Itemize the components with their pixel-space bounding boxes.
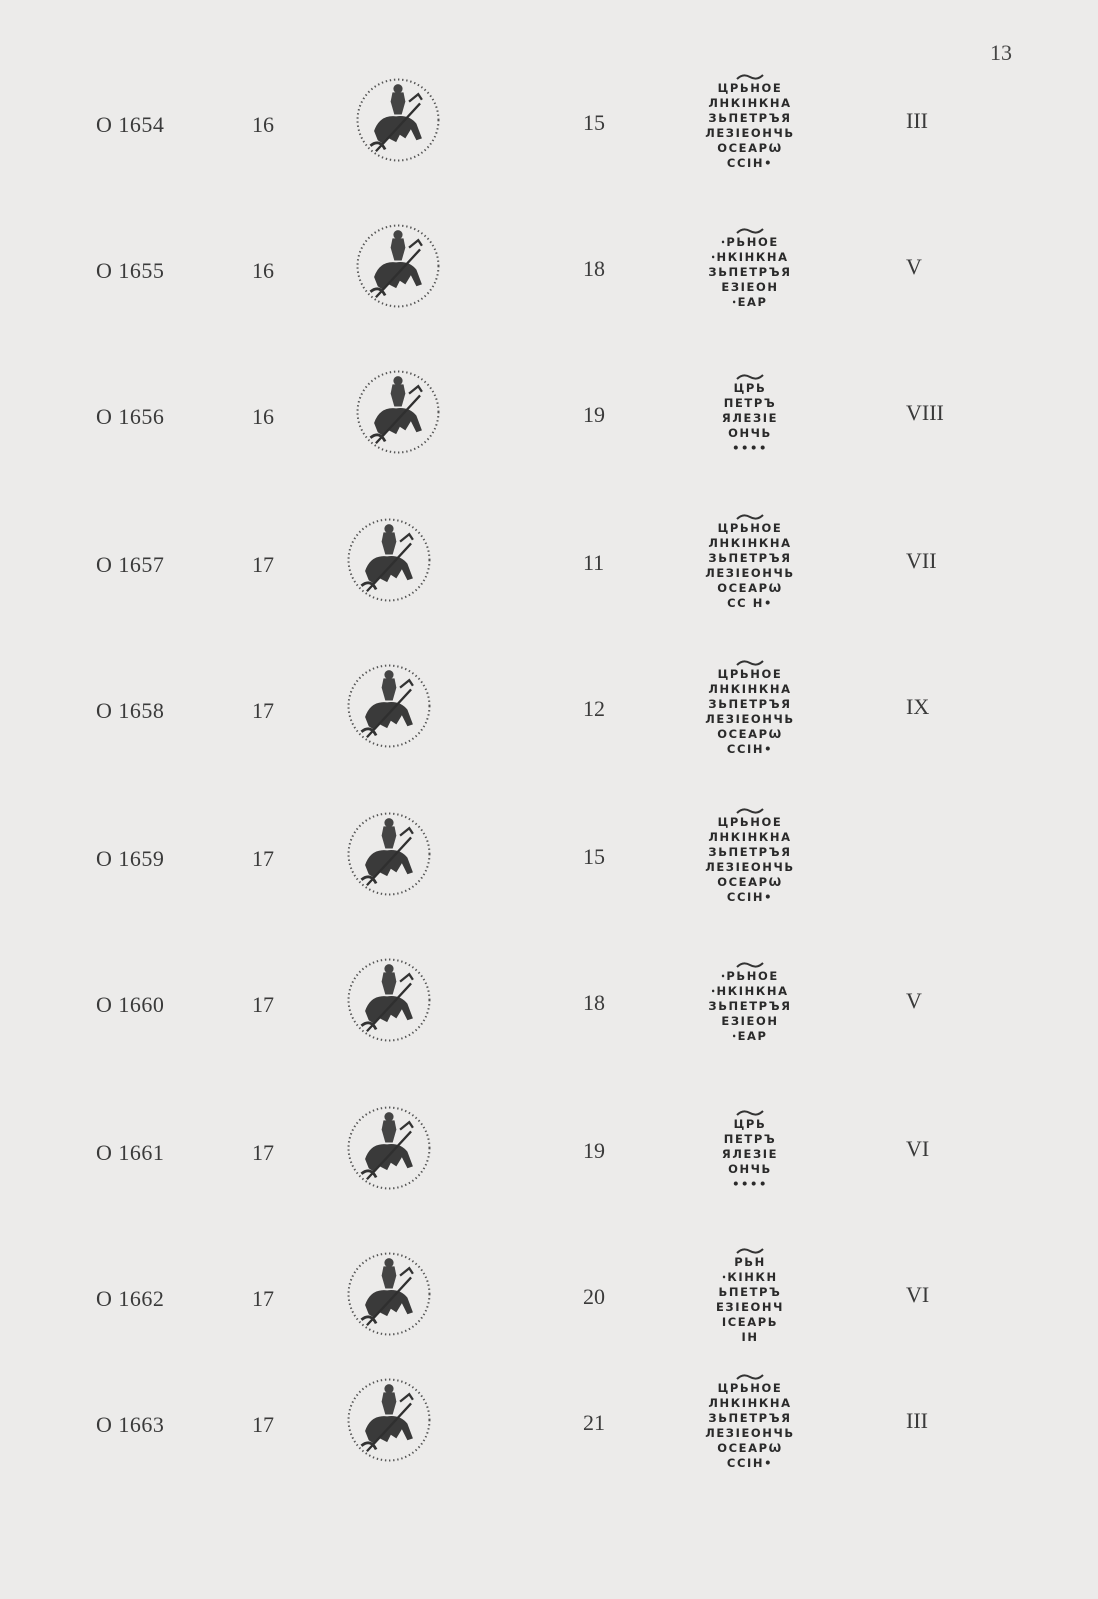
obverse-rider-image [343, 1098, 435, 1198]
legend-line: ЦРЬНОЕ [717, 815, 783, 829]
legend-line: ЗЬПЕТРЪЯ [708, 264, 792, 279]
catalog-number: O 1659 [96, 846, 165, 871]
legend-line: ЬПЕТРЪ [718, 1285, 782, 1299]
obverse-die-number: 17 [252, 552, 274, 577]
legend-line: ЕЗІЕОН [721, 279, 779, 294]
reverse-legend [685, 648, 815, 768]
legend-line: ЦРЬНОЕ [717, 81, 783, 95]
reverse-legend [685, 796, 815, 916]
reverse-legend [685, 942, 815, 1062]
reverse-legend [685, 208, 815, 328]
legend-line: ЯЛЕЗІЕ [721, 410, 779, 425]
reverse-die-number: 21 [583, 1410, 605, 1435]
obverse-die-number: 17 [252, 992, 274, 1017]
catalog-number: O 1657 [96, 552, 165, 577]
grade-roman-numeral: VI [906, 1282, 930, 1307]
catalog-row [0, 942, 1098, 1072]
grade-roman-numeral: V [906, 988, 922, 1013]
legend-line: ІН [741, 1330, 759, 1344]
reverse-legend [685, 1362, 815, 1482]
legend-line: СС Н• [727, 596, 773, 610]
catalog-number: O 1656 [96, 404, 165, 429]
obverse-die-number: 17 [252, 698, 274, 723]
legend-line: ОНЧЬ [728, 1161, 772, 1176]
catalog-number: O 1658 [96, 698, 165, 723]
legend-line: ЯЛЕЗІЕ [721, 1146, 779, 1161]
legend-line: ꞏНКІНКНА [711, 983, 789, 998]
reverse-legend [685, 1090, 815, 1210]
legend-line: ЛНКІНКНА [708, 1396, 792, 1410]
grade-roman-numeral: VIII [906, 400, 944, 425]
obverse-die-number: 16 [252, 112, 274, 137]
catalog-row [0, 62, 1098, 192]
legend-line: ЗЬПЕТРЪЯ [708, 998, 792, 1013]
catalog-row [0, 796, 1098, 926]
legend-line: •••• [732, 1176, 768, 1191]
reverse-die-number: 18 [583, 256, 605, 281]
catalog-number: O 1654 [96, 112, 165, 137]
catalog-number: O 1662 [96, 1286, 165, 1311]
catalog-row [0, 208, 1098, 338]
obverse-rider-image [343, 656, 435, 756]
titlo-mark [735, 373, 765, 381]
legend-line: ЛНКІНКНА [708, 682, 792, 696]
legend-line: ЛНКІНКНА [708, 96, 792, 110]
page-number: 13 [990, 40, 1012, 65]
catalog-row [0, 648, 1098, 778]
reverse-die-number: 12 [583, 696, 605, 721]
legend-line: ОСЕАРѠ [717, 141, 783, 155]
legend-line: ССІН• [726, 890, 774, 904]
legend-line: ЦРЬНОЕ [717, 667, 783, 681]
legend-line: ЗЬПЕТРЪЯ [708, 845, 792, 859]
legend-line: ЛЕЗІЕОНЧЬ [705, 126, 795, 140]
legend-line: ПЕТРЪ [723, 395, 777, 410]
reverse-legend [685, 62, 815, 182]
obverse-rider-image [352, 362, 444, 462]
reverse-die-number: 15 [583, 110, 605, 135]
legend-line: ЗЬПЕТРЪЯ [708, 697, 792, 711]
titlo-mark [735, 513, 765, 521]
obverse-die-number: 17 [252, 1412, 274, 1437]
legend-line: ОСЕАРѠ [717, 581, 783, 595]
obverse-rider-image [352, 216, 444, 316]
legend-line: ЛЕЗІЕОНЧЬ [705, 1426, 795, 1440]
catalog-number: O 1660 [96, 992, 165, 1017]
grade-roman-numeral: VI [906, 1136, 930, 1161]
catalog-row [0, 354, 1098, 484]
obverse-die-number: 17 [252, 1286, 274, 1311]
legend-line: ЛНКІНКНА [708, 830, 792, 844]
obverse-die-number: 16 [252, 404, 274, 429]
grade-roman-numeral: III [906, 1408, 928, 1433]
titlo-mark [735, 227, 765, 235]
catalog-row [0, 1236, 1098, 1366]
legend-line: ОСЕАРѠ [717, 1441, 783, 1455]
legend-line: ОСЕАРѠ [717, 727, 783, 741]
grade-roman-numeral: III [906, 108, 928, 133]
legend-line: ЛЕЗІЕОНЧЬ [705, 712, 795, 726]
legend-line: ꞏНКІНКНА [711, 249, 789, 264]
legend-line: ССІН• [726, 1456, 774, 1470]
legend-line: ꞏКІНКН [722, 1270, 778, 1284]
obverse-die-number: 17 [252, 1140, 274, 1165]
legend-line: ЦРЬ [733, 380, 767, 395]
legend-line: ЦРЬ [733, 1116, 767, 1131]
legend-line: ЕЗІЕОН [721, 1013, 779, 1028]
grade-roman-numeral: V [906, 254, 922, 279]
obverse-rider-image [343, 1244, 435, 1344]
legend-line: ꞏРЬНОЕ [721, 234, 779, 249]
reverse-die-number: 18 [583, 990, 605, 1015]
titlo-mark [735, 807, 765, 815]
reverse-die-number: 19 [583, 402, 605, 427]
legend-line: РЬН [734, 1255, 766, 1269]
legend-line: ꞏЕАР [732, 1028, 768, 1043]
catalog-row [0, 1362, 1098, 1492]
obverse-rider-image [343, 950, 435, 1050]
catalog-number: O 1655 [96, 258, 165, 283]
legend-line: ЗЬПЕТРЪЯ [708, 111, 792, 125]
reverse-legend [685, 502, 815, 622]
reverse-legend [685, 1236, 815, 1356]
obverse-die-number: 16 [252, 258, 274, 283]
reverse-die-number: 20 [583, 1284, 605, 1309]
legend-line: ЛНКІНКНА [708, 536, 792, 550]
legend-line: ЦРЬНОЕ [717, 1381, 783, 1395]
obverse-rider-image [343, 1370, 435, 1470]
titlo-mark [735, 1109, 765, 1117]
obverse-rider-image [343, 510, 435, 610]
legend-line: ЕЗІЕОНЧ [715, 1300, 785, 1314]
legend-line: ПЕТРЪ [723, 1131, 777, 1146]
legend-line: ЗЬПЕТРЪЯ [708, 551, 792, 565]
legend-line: ССІН• [726, 156, 774, 170]
legend-line: ꞏЕАР [732, 294, 768, 309]
grade-roman-numeral: VII [906, 548, 937, 573]
titlo-mark [735, 73, 765, 81]
catalog-row [0, 1090, 1098, 1220]
catalog-number: O 1661 [96, 1140, 165, 1165]
obverse-rider-image [352, 70, 444, 170]
obverse-die-number: 17 [252, 846, 274, 871]
titlo-mark [735, 659, 765, 667]
grade-roman-numeral: IX [906, 694, 930, 719]
titlo-mark [735, 961, 765, 969]
titlo-mark [735, 1373, 765, 1381]
reverse-die-number: 19 [583, 1138, 605, 1163]
legend-line: ОНЧЬ [728, 425, 772, 440]
legend-line: ꞏРЬНОЕ [721, 968, 779, 983]
catalog-row [0, 502, 1098, 632]
legend-line: ЦРЬНОЕ [717, 521, 783, 535]
catalog-number: O 1663 [96, 1412, 165, 1437]
reverse-legend [685, 354, 815, 474]
titlo-mark [735, 1247, 765, 1255]
legend-line: ЗЬПЕТРЪЯ [708, 1411, 792, 1425]
legend-line: •••• [732, 440, 768, 455]
legend-line: ІСЕАРЬ [721, 1315, 779, 1329]
legend-line: ЛЕЗІЕОНЧЬ [705, 566, 795, 580]
reverse-die-number: 11 [583, 550, 605, 575]
legend-line: ОСЕАРѠ [717, 875, 783, 889]
reverse-die-number: 15 [583, 844, 605, 869]
obverse-rider-image [343, 804, 435, 904]
legend-line: ССІН• [726, 742, 774, 756]
legend-line: ЛЕЗІЕОНЧЬ [705, 860, 795, 874]
